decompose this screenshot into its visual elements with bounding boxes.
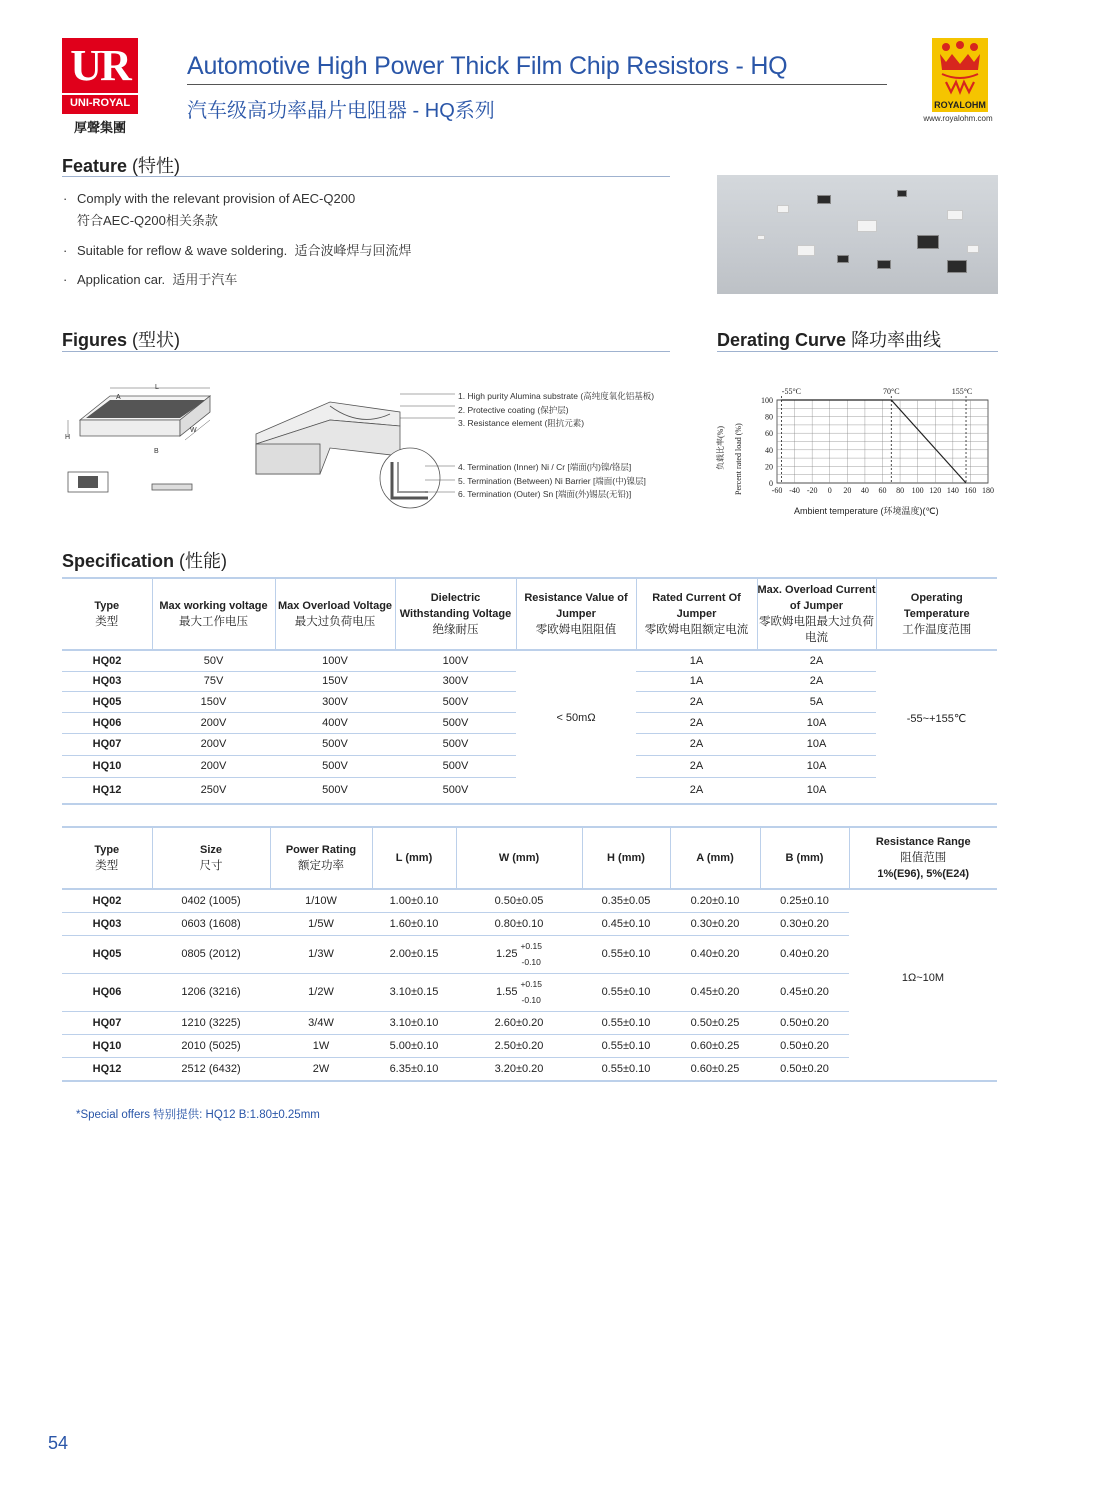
x-tick-label: 120 <box>929 486 942 495</box>
chip-image <box>857 220 877 232</box>
table-cell: HQ05 <box>62 935 152 973</box>
figures-heading <box>62 326 180 352</box>
chip-image <box>877 260 891 269</box>
y-tick-label: 80 <box>765 412 773 422</box>
w-base: 1.55 <box>496 986 518 998</box>
table-cell: 0.45±0.10 <box>582 912 670 935</box>
dims-header-b <box>760 827 849 889</box>
table-cell: 500V <box>395 691 516 712</box>
table-cell: HQ06 <box>62 973 152 1011</box>
annotation-label: 70°C <box>883 387 900 396</box>
dim-label-b: B <box>154 448 159 455</box>
table-cell: 0.40±0.20 <box>670 935 760 973</box>
spec-header-jumper-res <box>516 578 636 650</box>
table-cell: HQ10 <box>62 1034 152 1057</box>
chip-image <box>837 255 849 263</box>
feature-item-3: · Application car. 适用于汽车 <box>63 272 238 287</box>
dims-header-type <box>62 827 152 889</box>
table-cell: HQ06 <box>62 712 152 733</box>
table-cell: 2A <box>757 671 876 691</box>
table-cell: 500V <box>322 784 348 797</box>
table-cell: 400V <box>275 712 395 733</box>
figure-label-5: 5. Termination (Between) Ni Barrier [端面(中)镍层] <box>458 476 646 486</box>
y-tick-label: 40 <box>765 445 773 455</box>
feature-divider <box>62 176 670 177</box>
table-cell: HQ12 <box>92 784 122 797</box>
table-cell: 50V <box>152 650 275 671</box>
table-cell: 1/10W <box>270 889 372 912</box>
table-cell: 0.55±0.10 <box>582 935 670 973</box>
feature-item-1: · Comply with the relevant provision of AEC-Q200 符合AEC-Q200相关条款 <box>63 191 356 228</box>
annotation-label: 155°C <box>951 387 973 396</box>
table-cell: 75V <box>152 671 275 691</box>
y-tick-label: 100 <box>761 396 773 405</box>
spec-header-overload-current <box>757 578 876 650</box>
table-cell: 0805 (2012) <box>152 935 270 973</box>
chip-image <box>797 245 815 256</box>
figure-label-3: 3. Resistance element (阻抗元素) <box>458 418 585 428</box>
table-cell: 1/5W <box>270 912 372 935</box>
table-cell: 0.30±0.20 <box>760 912 849 935</box>
table-cell: 1210 (3225) <box>152 1011 270 1034</box>
header-cn: 零欧姆电阻额定电流 <box>644 624 749 636</box>
header-cn: 零欧姆电阻最大过负荷电流 <box>759 616 874 644</box>
table-cell: 1.60±0.10 <box>372 912 456 935</box>
dim-label-a: A <box>116 394 121 401</box>
table-cell: 300V <box>275 691 395 712</box>
table-cell: 10A <box>806 784 827 797</box>
feature-item-3-cn: 适用于汽车 <box>172 272 238 287</box>
table-cell: 2A <box>689 784 704 797</box>
table-cell: 1/3W <box>270 935 372 973</box>
table-cell: 0.55±0.10 <box>582 1011 670 1034</box>
header-en: B (mm) <box>785 852 824 864</box>
table-cell: 3.10±0.15 <box>372 973 456 1011</box>
feature-heading-en: Feature <box>62 156 128 176</box>
table-cell: 0.55±0.10 <box>601 1062 651 1075</box>
header-cn: 额定功率 <box>298 860 344 872</box>
header-en: Resistance Value of Jumper <box>524 592 628 620</box>
chip-image <box>917 235 939 249</box>
feature-item-2: · Suitable for reflow & wave soldering. 适合波峰焊与回流焊 <box>63 243 412 258</box>
figures-heading-en: Figures <box>62 330 128 350</box>
y-tick-label: 20 <box>765 462 773 472</box>
spec-header-row <box>62 578 997 650</box>
title-divider <box>187 84 887 85</box>
header-cn: 类型 <box>95 860 119 872</box>
x-tick-label: 100 <box>911 486 924 495</box>
table-cell: 3/4W <box>270 1011 372 1034</box>
header-en: A (mm) <box>696 852 734 864</box>
header-en: Max working voltage <box>159 600 268 612</box>
table-cell: 10A <box>757 733 876 755</box>
table-cell: 500V <box>275 733 395 755</box>
spec-header-mwv <box>152 578 275 650</box>
table-cell: 0.40±0.20 <box>760 935 849 973</box>
logo-cn-text: 厚聲集團 <box>73 121 126 136</box>
table-cell: 150V <box>152 691 275 712</box>
table-cell: 0.60±0.25 <box>670 1034 760 1057</box>
header-cn: 工作温度范围 <box>902 624 972 636</box>
figure-label-1: 1. High purity Alumina substrate (高纯度氧化铝基板) <box>458 391 655 401</box>
chip-image <box>817 195 831 204</box>
table-row <box>62 889 997 912</box>
derating-chart <box>710 380 1010 520</box>
header-en: Dielectric Withstanding Voltage <box>399 592 512 620</box>
y-axis-label-cn: 负载比率(%) <box>716 426 725 470</box>
table-cell: 1A <box>636 650 757 671</box>
table-cell: 0.60±0.25 <box>690 1062 740 1075</box>
header-en: Power Rating <box>285 844 357 856</box>
chart-ticks <box>761 396 994 495</box>
header-en: Type <box>94 600 120 612</box>
dims-header-size <box>152 827 270 889</box>
table-cell: 0.55±0.10 <box>582 973 670 1011</box>
dims-header-power <box>270 827 372 889</box>
y-tick-label: 60 <box>765 429 773 439</box>
table-cell: 200V <box>152 755 275 777</box>
table-cell: 100V <box>275 650 395 671</box>
y-tick-label: 0 <box>769 479 773 488</box>
table-cell: 500V <box>395 712 516 733</box>
x-tick-label: 140 <box>946 486 959 495</box>
royalohm-name: ROYALOHM <box>934 100 986 110</box>
royalohm-emblem-icon <box>932 38 988 100</box>
table-cell: 2A <box>636 733 757 755</box>
table-cell: HQ07 <box>62 1011 152 1034</box>
uniroyal-logo <box>62 38 138 134</box>
header-cn: 零欧姆电阻阻值 <box>535 624 617 636</box>
spec-header-op-temp <box>876 578 997 650</box>
table-cell: 10A <box>757 755 876 777</box>
feature-heading <box>62 152 180 178</box>
figure-label-6: 6. Termination (Outer) Sn [端面(外)锡层(无铅)] <box>458 489 632 499</box>
feature-item-2-en: Suitable for reflow & wave soldering. <box>77 243 288 258</box>
header-tol: 1%(E96), 5%(E24) <box>877 868 970 880</box>
chip-image <box>777 205 789 213</box>
chart-annotations <box>781 387 972 483</box>
spec-heading-cn: (性能) <box>179 551 228 571</box>
table-cell: 2A <box>636 712 757 733</box>
dimensions-table <box>62 826 997 1082</box>
table-cell: 0.80±0.10 <box>456 912 582 935</box>
resistance-range-cell: 1Ω~10M <box>901 972 945 984</box>
spec-table <box>62 577 997 805</box>
header-en: L (mm) <box>395 852 433 864</box>
table-cell: 2010 (5025) <box>152 1034 270 1057</box>
figures-divider <box>62 351 670 352</box>
table-cell-tolerance <box>456 935 582 973</box>
spec-heading-en: Specification <box>62 551 175 571</box>
header-cn: 阻值范围 <box>900 852 947 864</box>
header-cn: 绝缘耐压 <box>432 624 479 636</box>
x-tick-label: 60 <box>878 486 887 495</box>
derating-heading-cn: 降功率曲线 <box>851 330 942 350</box>
table-cell: HQ02 <box>62 650 152 671</box>
table-cell: 0402 (1005) <box>152 889 270 912</box>
table-cell: 500V <box>395 733 516 755</box>
dims-header-row <box>62 827 997 889</box>
header-en: W (mm) <box>498 852 540 864</box>
x-tick-label: 20 <box>843 486 852 495</box>
chip-dimension-drawing <box>60 380 220 500</box>
page-number: 54 <box>48 1433 69 1453</box>
table-cell: 300V <box>395 671 516 691</box>
table-cell: 2W <box>312 1062 330 1075</box>
feature-heading-cn: (特性) <box>132 156 181 176</box>
x-tick-label: -20 <box>806 486 818 495</box>
derating-heading <box>717 326 941 352</box>
table-cell: 3.10±0.10 <box>372 1011 456 1034</box>
header-en: Max. Overload Current of Jumper <box>757 584 876 612</box>
table-cell: 5A <box>757 691 876 712</box>
table-cell: 0.50±0.25 <box>670 1011 760 1034</box>
x-tick-label: 80 <box>896 486 905 495</box>
table-cell: 100V <box>395 650 516 671</box>
header-en: H (mm) <box>607 852 645 864</box>
derating-divider <box>717 351 998 352</box>
dims-header-h <box>582 827 670 889</box>
spec-header-type <box>62 578 152 650</box>
header-cn: 最大过负荷电压 <box>294 616 376 628</box>
x-tick-label: 40 <box>860 486 869 495</box>
annotation-label: -55°C <box>781 387 801 396</box>
derating-heading-en: Derating Curve <box>717 330 847 350</box>
header-en: Rated Current Of Jumper <box>652 592 741 620</box>
spec-heading <box>62 547 227 573</box>
table-cell: 0.35±0.05 <box>582 889 670 912</box>
x-tick-label: -40 <box>789 486 800 495</box>
royalohm-logo <box>932 38 988 112</box>
table-cell: HQ03 <box>62 671 152 691</box>
dim-label-l: L <box>155 384 159 391</box>
w-minus: -0.10 <box>521 957 541 967</box>
spec-header-mov <box>275 578 395 650</box>
dims-header-a <box>670 827 760 889</box>
table-cell: 0.45±0.20 <box>670 973 760 1011</box>
table-cell: 0.55±0.10 <box>582 1034 670 1057</box>
table-cell: HQ03 <box>62 912 152 935</box>
logo-ur-text: UR <box>70 41 130 90</box>
table-cell: 2.60±0.20 <box>456 1011 582 1034</box>
table-cell: 1W <box>270 1034 372 1057</box>
table-cell: 6.35±0.10 <box>389 1062 439 1075</box>
table-cell: 500V <box>442 784 469 797</box>
feature-item-2-cn: 适合波峰焊与回流焊 <box>294 243 412 258</box>
table-cell: 0.20±0.10 <box>670 889 760 912</box>
table-cell: HQ05 <box>62 691 152 712</box>
table-cell: HQ07 <box>62 733 152 755</box>
table-cell: 1/2W <box>270 973 372 1011</box>
table-cell: 1.00±0.10 <box>372 889 456 912</box>
op-temp-cell: -55~+155℃ <box>906 712 967 725</box>
x-tick-label: -60 <box>771 486 783 495</box>
table-cell: 1206 (3216) <box>152 973 270 1011</box>
table-cell: 0.50±0.20 <box>760 1011 849 1034</box>
table-cell: HQ10 <box>62 755 152 777</box>
table-cell: 2512 (6432) <box>181 1062 241 1075</box>
table-cell: 500V <box>395 755 516 777</box>
logo-uniroyal-text: UNI-ROYAL <box>62 93 138 109</box>
w-base: 1.25 <box>496 948 518 960</box>
table-cell: HQ02 <box>62 889 152 912</box>
dims-header-l <box>372 827 456 889</box>
table-cell: 2.00±0.15 <box>372 935 456 973</box>
chip-image <box>757 235 765 240</box>
table-cell: 5.00±0.10 <box>372 1034 456 1057</box>
x-axis-label: Ambient temperature (环境温度)(℃) <box>794 506 939 516</box>
dim-label-w: W <box>190 427 197 434</box>
table-cell: 0.50±0.20 <box>760 1034 849 1057</box>
w-minus: -0.10 <box>521 995 541 1005</box>
figure-label-2: 2. Protective coating (保护层) <box>458 405 569 415</box>
spec-header-dwv <box>395 578 516 650</box>
x-tick-label: 160 <box>964 486 977 495</box>
table-cell: 0.25±0.10 <box>760 889 849 912</box>
feature-item-1-en: Comply with the relevant provision of AEC-Q200 <box>77 191 356 206</box>
table-row <box>62 650 997 671</box>
table-cell-tolerance <box>456 973 582 1011</box>
dim-label-h: H <box>65 434 71 441</box>
w-plus: +0.15 <box>520 941 542 951</box>
table-cell: 0.50±0.05 <box>456 889 582 912</box>
table-cell: 200V <box>152 733 275 755</box>
spec-header-rated-current <box>636 578 757 650</box>
jumper-resistance-cell: < 50mΩ <box>556 712 596 724</box>
chip-cross-section-drawing <box>250 388 460 523</box>
header-en: Max Overload Voltage <box>277 600 393 612</box>
w-plus: +0.15 <box>520 979 542 989</box>
header-en: Operating Temperature <box>903 592 970 620</box>
page-title: Automotive High Power Thick Film Chip Resistors - HQ <box>187 52 788 80</box>
page-subtitle: 汽车级高功率晶片电阻器 - HQ系列 <box>187 100 495 122</box>
table-cell: 500V <box>275 755 395 777</box>
header-en: Resistance Range <box>875 836 971 848</box>
table-cell: 10A <box>757 712 876 733</box>
brand-url: www.royalohm.com <box>923 114 993 123</box>
figure-label-4: 4. Termination (Inner) Ni / Cr [端面(内)镍/铬层] <box>458 462 632 472</box>
dims-header-range <box>849 827 997 889</box>
header-cn: 类型 <box>95 616 119 628</box>
table-cell: 0.50±0.20 <box>780 1062 829 1075</box>
chip-image <box>967 245 979 253</box>
chip-image <box>947 210 963 220</box>
chart-grid <box>777 400 988 483</box>
x-tick-label: 180 <box>982 486 994 495</box>
chip-image <box>947 260 967 273</box>
table-cell: 150V <box>275 671 395 691</box>
y-axis-label: Percent rated load (%) <box>734 423 743 495</box>
feature-item-3-en: Application car. <box>77 272 166 287</box>
dims-header-w <box>456 827 582 889</box>
chip-image <box>897 190 907 197</box>
resistor-photo <box>717 175 998 294</box>
table-cell: 200V <box>152 712 275 733</box>
header-cn: 尺寸 <box>199 860 223 872</box>
table-cell: 0.45±0.20 <box>760 973 849 1011</box>
table-cell: 1A <box>636 671 757 691</box>
x-tick-label: 0 <box>827 486 832 495</box>
table-cell: 2A <box>636 691 757 712</box>
table-cell: 0603 (1608) <box>152 912 270 935</box>
special-offer-note: *Special offers 特别提供: HQ12 B:1.80±0.25mm <box>76 1109 320 1121</box>
table-cell: 250V <box>200 784 227 797</box>
header-cn: 最大工作电压 <box>179 616 248 628</box>
header-en: Type <box>94 844 120 856</box>
figures-heading-cn: (型状) <box>132 330 181 350</box>
header-en: Size <box>199 844 222 856</box>
feature-item-1-cn: 符合AEC-Q200相关条款 <box>77 213 218 228</box>
table-cell: 2A <box>636 755 757 777</box>
table-cell: 2.50±0.20 <box>456 1034 582 1057</box>
table-cell: HQ12 <box>92 1062 122 1075</box>
table-cell: 2A <box>757 650 876 671</box>
table-cell: 0.30±0.20 <box>670 912 760 935</box>
table-cell: 3.20±0.20 <box>494 1062 544 1075</box>
